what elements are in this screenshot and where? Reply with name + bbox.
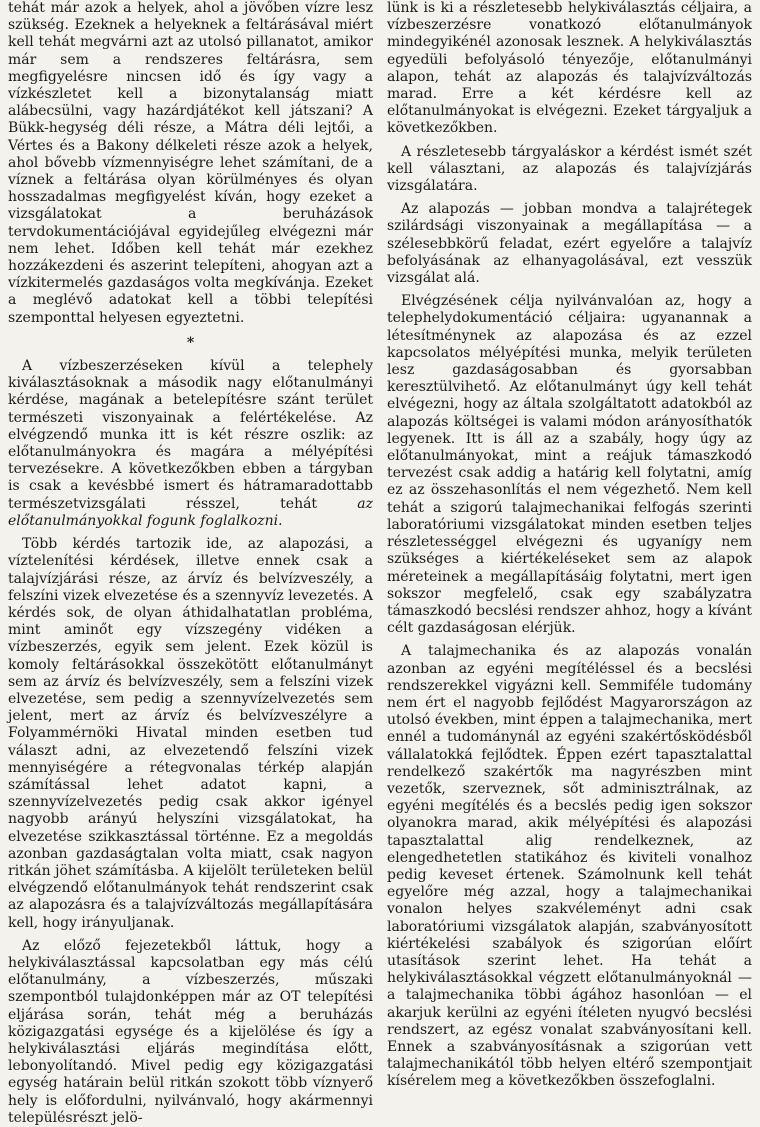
left-column xyxy=(8,0,373,1126)
left-paragraph-3: Több kérdés tartozik ide, az alapozási, a víztelenítési kérdések, illetve ennek csak a talajvízjárási része, az árvíz és belvízveszély, a felszíni vizek elvezetése és a szennyvíz levezetés. A kérdés sok, de olyan áthidalhatatlan probléma, mint aminőt egy vízszegény vidéken a vízbeszerzés, egyik sem jelent. Ezek közül is komoly feltárásokkal összekötött előtanulmányt sem az árvíz és belvízveszély, sem a felszíni vizek elvezetése, sem pedig a szennyvízelvezetés sem jelent, mert az árvíz és belvízveszélyre a Folyammérnöki Hivatal minden esetben tud választ adni, az elvezetendő felszíni vizek mennyiségére a rétegvonalas térkép alapján számítással lehet adatot kapni, a szennyvízelvezetés pedig csak akkor igényel nagyobb arányú helyszíni vizsgálatokat, ha elvezetése szikkasztással történne. Ez a megoldás azonban gazdaságtalan volta miatt, csak nagyon ritkán jöhet számításba. A kijelölt területeken belül elvégzendő előtanulmányok tehát rendszerint csak az alapozásra és a talajvízváltozás megállapítására kell, hogy irányuljanak. xyxy=(8,536,373,931)
section-separator-asterisk: * xyxy=(186,334,195,351)
left-paragraph-2-emphasis: az előtanulmányokkal fogunk foglalkozni. xyxy=(8,495,373,529)
left-paragraph-4: Az előző fejezetekből láttuk, hogy a helykiválasztással kapcsolatban egy más célú előtanulmány, a vízbeszerzés, műszaki szempontból tulajdonképpen már az OT telepítési eljárása során, tehát még a beruházás közigazgatási egysége és a kijelölése és így a helykiválasztási eljárás megindítása előtt, lebonyolítandó. Mivel pedig egy közigazgatási egység határain belül ritkán szokott több víznyerő hely is előfordulni, nyilvánvaló, hogy akármennyi településrészt jelö- xyxy=(8,937,373,1126)
left-paragraph-1: tehát már azok a helyek, ahol a jövőben vízre lesz szükség. Ezeknek a helyeknek a feltárásával miért kell tehát megvárni azt az utolsó pillanatot, amikor már sem a rendszeres feltárásra, sem megfigyelésre nincsen idő és így vagy a vízkészletet kell a bizonytalanság miatt alábecsülni, vagy hazárdjátékot kell játszani? A Bükk-hegység déli része, a Mátra déli lejtői, a Vértes és a Bakony délkeleti része azok a helyek, ahol bővebb vízmennyiségre lehet számítani, de a víznek a feltárása olyan körülményes és olyan hosszadalmas megfigyelést kíván, hogy ezeket a vizsgálatokat a beruházások tervdokumentációjával egyidejűleg elvégezni már nem lehet. Időben kell tehát már ezekhez hozzákezdeni és aszerint telepíteni, ahogyan azt a vízkitermelés gazdaságos volta megkívánja. Ezeket a meglévő adatokat kell a többi telepítési szemponttal helyesen egyeztetni. xyxy=(8,0,373,326)
right-paragraph-1: lünk is ki a részletesebb helykiválasztás céljaira, a vízbeszerzésre vonatkozó előtanulmányok mindegyikénél azonosak lesznek. A helykiválasztás egyedüli befolyásoló tényezője, előtanulmányi alapon, tehát az alapozás és talajvízváltozás marad. Erre a két kérdésre kell az előtanulmányokat is elvégezni. Ezeket tárgyaljuk a következőkben. xyxy=(387,0,752,137)
right-paragraph-5: A talajmechanika és az alapozás vonalán azonban az egyéni megítéléssel és a becslési rendszerekkel vigyázni kell. Semmiféle tudomány nem ért el nagyobb fejlődést Magyarországon az utolsó években, mint éppen a talajmechanika, mert ennél a tudománynál az egyéni szakértősködésből vállalatokká fejlődtek. Éppen ezért tapasztalattal rendelkező szakértők ma nagyrészben mint vezetők, szerveznek, sőt adminisztrálnak, az egyéni megítélés és a becslés pedig igen sokszor olyanokra marad, akik mélyépítési és alapozási tapasztalattal alig rendelkeznek, az elengedhetetlen statikához és kiviteli vonalhoz pedig keveset értenek. Számolnunk kell tehát egyelőre még azzal, hogy a talajmechanikai vonalon helyes szakvéleményt adni csak laboratóriumi vizsgálatok alapján, szabványosított kiértékelési szabályok és szigorúan előírt utasítások szerint lehet. Ha tehát a helykiválasztásokkal végzett előtanulmányoknál — a talajmechanika többi ágához hasonlóan — el akarjuk kerülni az egyéni ítéleten nyugvó becslési rendszert, az egész vonalat szabványosítani kell. Ennek a szabványosításnak a szigorúan vett talajmechanikától több helyen eltérő szempontjait kísérelem meg a következőkben összefoglalni. xyxy=(387,643,752,1090)
right-column xyxy=(387,0,752,1090)
left-paragraph-2-text: A vízbeszerzéseken kívül a telephely kiválasztásoknak a második nagy előtanulmányi kérdése, magának a betelepítésre szánt terület természeti viszonyainak a felértékelése. Az elvégzendő munka itt is két részre oszlik: az előtanulmányokra és magára a mélyépítési tervezésekre. A következőkben ebben a tárgyban is csak a kevésbbé ismert és hátramaradottabb természetvizsgálati résszel, tehát xyxy=(8,358,373,512)
right-paragraph-4: Elvégzésének célja nyilvánvalóan az, hogy a telephelydokumentáció céljaira: ugyanannak a létesítménynek az alapozása és az ezzel kapcsolatos mélyépítési munka, melyik területen lesz gazdaságosabban és gyorsabban keresztülvihető. Az előtanulmányt úgy kell tehát elvégezni, hogy az általa szolgáltatott adatokból az alapozás költségei is valami módon arányosíthatók legyenek. Itt is áll az a szabály, hogy úgy az előtanulmányokat, mint a reájuk támaszkodó tervezést csak addig a határig kell folytatni, amíg ez az összehasonlítás el nem végezhető. Nem kell tehát a szigorú talajmechanikai felfogás szerinti laboratóriumi vizsgálatokat minden esetben teljes részletességgel elvégezni és ugyanígy nem szükséges a kiértékeléseket sem az alapok méreteinek a megállapításáig folytatni, mert igen sokszor megfelelő, csak egy szabályzatra támaszkodó becslési rendszer ahhoz, hogy a kívánt célt gazdaságosan elérjük. xyxy=(387,293,752,637)
right-paragraph-3: Az alapozás — jobban mondva a talajrétegek szilárdsági viszonyainak a megállapítása — a szélesebbkörű feladat, ezért egyelőre a talajvíz befolyásának az elhanyagolásával, ezt vesszük vizsgálat alá. xyxy=(387,201,752,287)
left-paragraph-2 xyxy=(8,358,373,530)
right-paragraph-2: A részletesebb tárgyaláskor a kérdést ismét szét kell választani, az alapozás és talajvízjárás vizsgálatára. xyxy=(387,143,752,195)
